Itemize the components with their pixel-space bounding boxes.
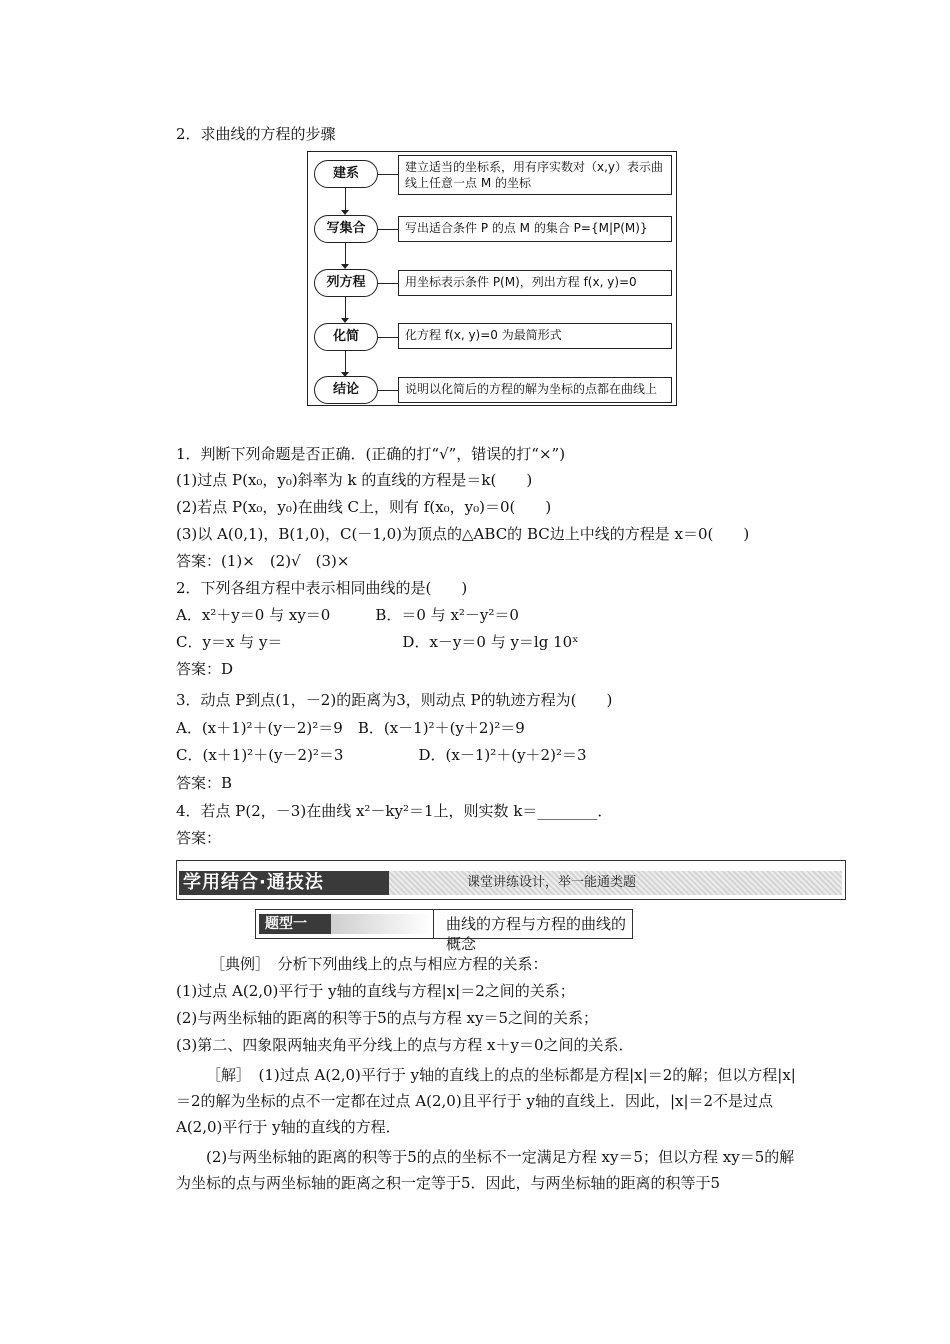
flow-node-1: 建系	[314, 160, 378, 188]
example-intro: ［典例］ 分析下列曲线上的点与相应方程的关系：	[210, 955, 548, 973]
flow-arrow	[345, 188, 346, 212]
divider	[433, 910, 434, 938]
flow-connector	[378, 337, 398, 338]
answer-2: 答案：D	[176, 660, 234, 678]
section-banner	[176, 860, 846, 900]
example-part-1: (1)过点 A(2,0)平行于 y轴的直线与方程|x|＝2之间的关系；	[176, 982, 575, 1000]
flow-arrow	[345, 243, 346, 266]
answer-3: 答案：B	[176, 774, 233, 792]
exercise-2-options-ab: A．x²＋y＝0 与 xy＝0 B．＝0 与 x²－y²＝0	[176, 606, 519, 624]
exercise-1-item-2: (2)若点 P(x₀，y₀)在曲线 C上，则有 f(x₀，y₀)＝0( )	[176, 498, 552, 516]
flow-desc-5: 说明以化简后的方程的解为坐标的点都在曲线上	[398, 377, 672, 403]
flow-connector	[378, 229, 398, 230]
solution-part-1: ［解］ (1)过点 A(2,0)平行于 y轴的直线上的点的坐标都是方程|x|＝2的解；但以方程|x|＝2的解为坐标的点不一定都在过点 A(2,0)且平行于 y轴的直线上．因此，|x|＝2不是过点 A(2,0)平行于 y轴的直线的方程．	[176, 1066, 796, 1136]
exercise-2: 2．下列各组方程中表示相同曲线的是( )	[176, 579, 468, 597]
flow-node-4: 化简	[314, 323, 378, 351]
exercise-3-options-ab: A．(x＋1)²＋(y－2)²＝9 B．(x－1)²＋(y＋2)²＝9	[176, 719, 525, 737]
flowchart	[307, 151, 677, 406]
exercise-4: 4．若点 P(2，－3)在曲线 x²－ky²＝1上，则实数 k＝________．	[176, 802, 613, 820]
exercise-1-item-1: (1)过点 P(x₀，y₀)斜率为 k 的直线的方程是＝k( )	[176, 471, 533, 489]
solution-part-2: (2)与两坐标轴的距离的积等于5的点的坐标不一定满足方程 xy＝5；但以方程 xy＝5的解为坐标的点与两坐标轴的距离之积一定等于5．因此，与两坐标轴的距离的积等于5	[176, 1148, 795, 1192]
flow-arrow	[345, 297, 346, 320]
section-title: 2．求曲线的方程的步骤	[176, 125, 336, 143]
flow-desc-3: 用坐标表示条件 P(M)，列出方程 f(x, y)=0	[398, 270, 672, 296]
example-part-3: (3)第二、四象限两轴夹角平分线上的点与方程 x＋y＝0之间的关系．	[176, 1036, 634, 1054]
question-type-strip	[331, 914, 431, 934]
flow-node-2: 写集合	[314, 215, 378, 243]
exercise-1-item-3: (3)以 A(0,1)，B(1,0)，C(－1,0)为顶点的△ABC的 BC边上中线的方程是 x＝0( )	[176, 525, 750, 543]
banner-title: 学用结合·通技法	[183, 872, 324, 893]
answer-1: 答案：(1)× (2)√ (3)×	[176, 552, 350, 570]
flow-connector	[378, 174, 398, 175]
question-type-tag: 题型一	[259, 914, 331, 934]
flow-node-5: 结论	[314, 376, 378, 404]
question-type-header	[255, 909, 633, 953]
flow-arrow	[345, 351, 346, 374]
exercise-3: 3．动点 P到点(1，－2)的距离为3，则动点 P的轨迹方程为( )	[176, 691, 613, 709]
banner-subtitle: 课堂讲练设计，举一能通类题	[467, 875, 637, 890]
flow-desc-4: 化方程 f(x, y)=0 为最简形式	[398, 323, 672, 349]
exercise-3-options-cd: C．(x＋1)²＋(y－2)²＝3 D．(x－1)²＋(y＋2)²＝3	[176, 746, 587, 764]
example-part-2: (2)与两坐标轴的距离的积等于5的点与方程 xy＝5之间的关系；	[176, 1009, 599, 1027]
exercise-2-options-cd: C．y＝x 与 y＝ D．x－y＝0 与 y＝lg 10ˣ	[176, 633, 579, 651]
flow-connector	[378, 283, 398, 284]
exercise-1: 1．判断下列命题是否正确．(正确的打“√”，错误的打“×”)	[176, 445, 566, 463]
answer-4: 答案：	[176, 829, 222, 847]
flow-desc-2: 写出适合条件 P 的点 M 的集合 P={M|P(M)}	[398, 216, 672, 242]
flow-connector	[378, 390, 398, 391]
flow-desc-1: 建立适当的坐标系，用有序实数对（x,y）表示曲线上任意一点 M 的坐标	[398, 155, 672, 195]
flow-node-3: 列方程	[314, 269, 378, 297]
question-type-label: 曲线的方程与方程的曲线的概念	[446, 915, 627, 953]
